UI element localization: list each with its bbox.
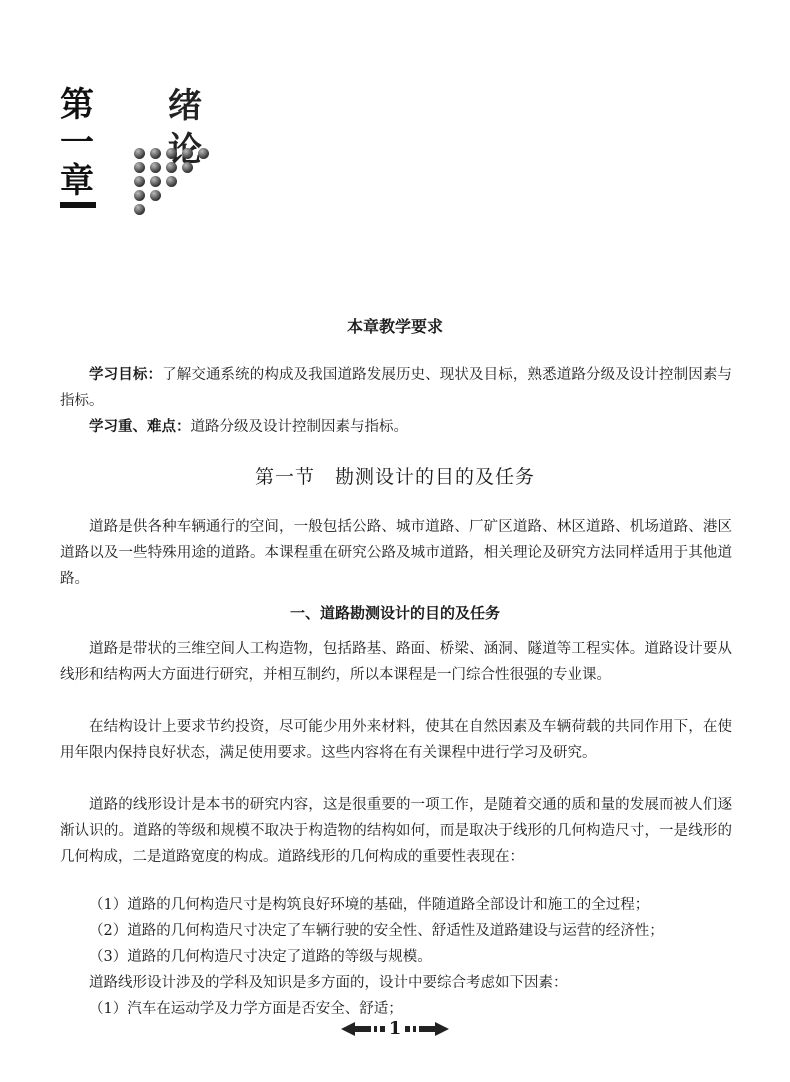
- page-right-arrow-icon: [405, 1022, 449, 1036]
- paragraph-1: 道路是带状的三维空间人工构造物，包括路基、路面、桥梁、涵洞、隧道等工程实体。道路设计要从线形和结构两大方面进行研究，并相互制约，所以本课程是一门综合性很强的专业课。: [60, 641, 732, 683]
- chapter-title: 绪: [168, 86, 202, 126]
- list-item: （3）道路的几何构造尺寸决定了道路的等级与规模。: [89, 949, 432, 965]
- page-number-footer: [0, 1018, 790, 1044]
- paragraph-4: 道路线形设计涉及的学科及知识是多方面的，设计中要综合考虑如下因素：: [89, 975, 568, 991]
- key-points-text: 道路分级及设计控制因素与指标。: [190, 419, 408, 435]
- page-left-arrow-icon: [341, 1022, 385, 1036]
- chapter-number: 第一章: [60, 86, 96, 208]
- learning-goal-text: 了解交通系统的构成及我国道路发展历史、现状及目标，熟悉道路分级及设计控制因素与指标。: [60, 367, 733, 409]
- list-item: （2）道路的几何构造尺寸决定了车辆行驶的安全性、舒适性及道路建设与运营的经济性；: [89, 923, 664, 939]
- key-points-label: 学习重、难点：: [89, 419, 191, 435]
- decorative-dot-grid-icon: [134, 148, 224, 218]
- section-title: 第一节 勘测设计的目的及任务: [254, 466, 535, 488]
- paragraph-2: 在结构设计上要求节约投资，尽可能少用外来材料，使其在自然因素及车辆荷载的共同作用下，在使用年限内保持良好状态，满足使用要求。这些内容将在有关课程中进行学习及研究。: [60, 719, 732, 761]
- page-number: 1: [388, 1018, 402, 1039]
- section-intro: 道路是供各种车辆通行的空间，一般包括公路、城市道路、厂矿区道路、林区道路、机场道路、港区道路以及一些特殊用途的道路。本课程重在研究公路及城市道路，相关理论及研究方法同样适用于其他道路。: [60, 519, 732, 587]
- learning-goal: [60, 362, 732, 414]
- paragraph-3: 道路的线形设计是本书的研究内容，这是很重要的一项工作，是随着交通的质和量的发展而被人们逐渐认识的。道路的等级和规模不取决于构造物的结构如何，而是取决于线形的几何构造尺寸，一是线形的几何构成，二是道路宽度的构成。道路线形的几何构成的重要性表现在：: [60, 797, 732, 865]
- list-item: （1）道路的几何构造尺寸是构筑良好环境的基础，伴随道路全部设计和施工的全过程；: [89, 897, 650, 913]
- requirements-heading: 本章教学要求: [346, 317, 443, 336]
- subsection-title: 一、道路勘测设计的目的及任务: [289, 604, 500, 622]
- key-points: [60, 414, 732, 440]
- list-item: （1）汽车在运动学及力学方面是否安全、舒适；: [89, 1001, 403, 1017]
- learning-goal-label: 学习目标：: [89, 367, 163, 383]
